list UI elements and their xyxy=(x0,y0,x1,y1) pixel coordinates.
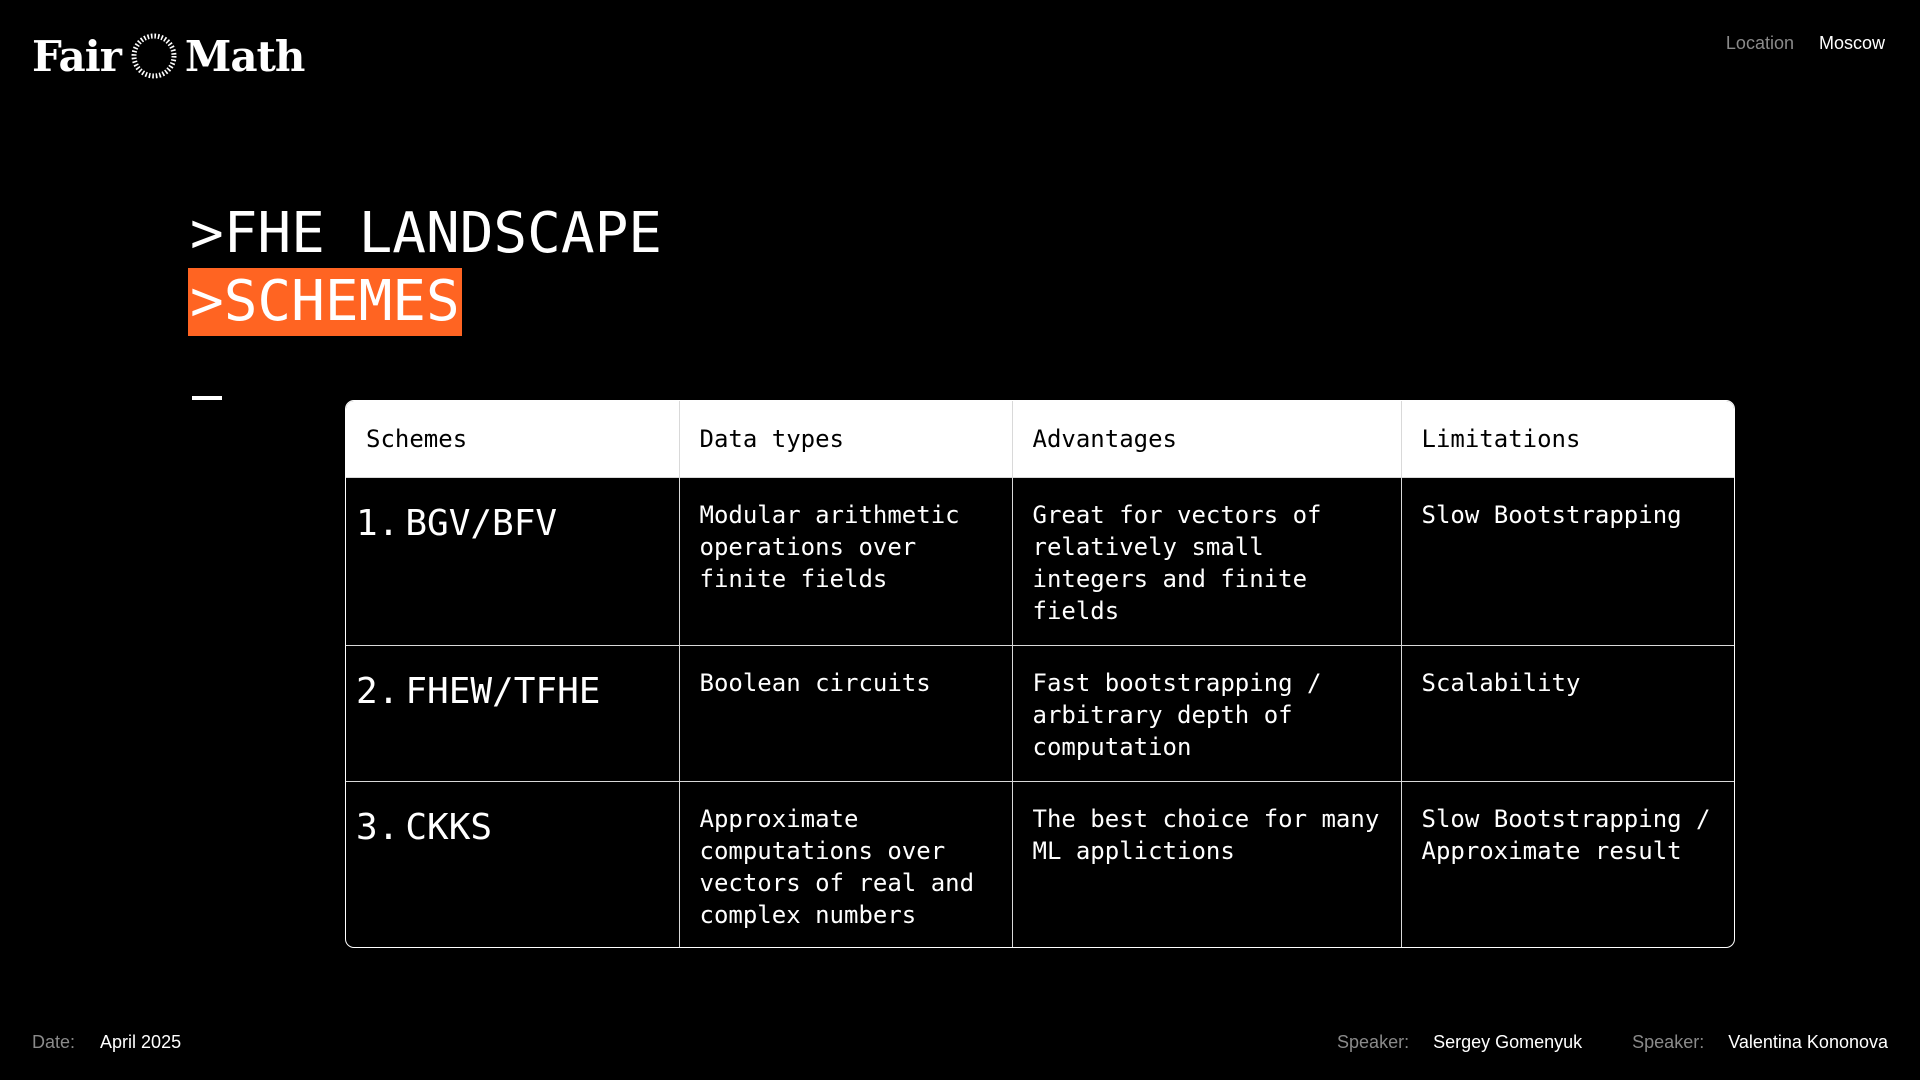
speaker-entry xyxy=(1337,1032,1582,1053)
speaker-entry xyxy=(1632,1032,1888,1053)
slide-title xyxy=(188,200,662,336)
limitations-cell: Slow Bootstrapping xyxy=(1401,478,1735,646)
header-data-types: Data types xyxy=(679,401,1012,478)
speaker-name: Sergey Gomenyuk xyxy=(1433,1032,1583,1052)
footer-speakers xyxy=(1311,1032,1888,1053)
header-limitations: Limitations xyxy=(1401,401,1735,478)
footer-date xyxy=(32,1032,181,1053)
schemes-table xyxy=(345,400,1735,948)
logo-word-math: Math xyxy=(184,31,305,81)
table-row xyxy=(346,782,1735,949)
advantages-cell: Great for vectors of relatively small integers and finite fields xyxy=(1012,478,1401,646)
location-label: Location xyxy=(1725,33,1794,53)
speaker-name: Valentina Kononova xyxy=(1728,1032,1888,1052)
logo-ring-icon xyxy=(129,31,179,81)
speaker-label: Speaker: xyxy=(1632,1032,1705,1052)
scheme-name: CKKS xyxy=(405,807,493,848)
scheme-number: 2. xyxy=(356,671,400,712)
title-line-landscape: >FHE LANDSCAPE xyxy=(190,201,663,266)
title-line-schemes-highlight: >SCHEMES xyxy=(190,269,460,334)
logo-word-fair: Fair xyxy=(32,31,121,81)
scheme-number: 3. xyxy=(356,807,400,848)
scheme-number: 1. xyxy=(356,503,400,544)
data-types-cell: Modular arithmetic operations over finite fields xyxy=(679,478,1012,646)
table-row xyxy=(346,478,1735,646)
speaker-label: Speaker: xyxy=(1337,1032,1410,1052)
date-value: April 2025 xyxy=(100,1032,182,1052)
scheme-name: FHEW/TFHE xyxy=(405,671,601,712)
location-meta xyxy=(1726,33,1885,54)
header-schemes: Schemes xyxy=(346,401,679,478)
date-label: Date: xyxy=(32,1032,76,1052)
data-types-cell: Boolean circuits xyxy=(679,646,1012,782)
limitations-cell: Slow Bootstrapping / Approximate result xyxy=(1401,782,1735,949)
scheme-cell xyxy=(346,646,679,782)
table-row xyxy=(346,646,1735,782)
data-types-cell: Approximate computations over vectors of real and complex numbers xyxy=(679,782,1012,949)
advantages-cell: The best choice for many ML applictions xyxy=(1012,782,1401,949)
cursor-underscore xyxy=(192,396,222,400)
table-header-row xyxy=(346,401,1735,478)
scheme-cell xyxy=(346,478,679,646)
advantages-cell: Fast bootstrapping / arbitrary depth of computation xyxy=(1012,646,1401,782)
logo xyxy=(32,28,304,84)
scheme-name: BGV/BFV xyxy=(405,503,558,544)
location-value: Moscow xyxy=(1818,33,1885,53)
limitations-cell: Scalability xyxy=(1401,646,1735,782)
header-advantages: Advantages xyxy=(1012,401,1401,478)
scheme-cell xyxy=(346,782,679,949)
